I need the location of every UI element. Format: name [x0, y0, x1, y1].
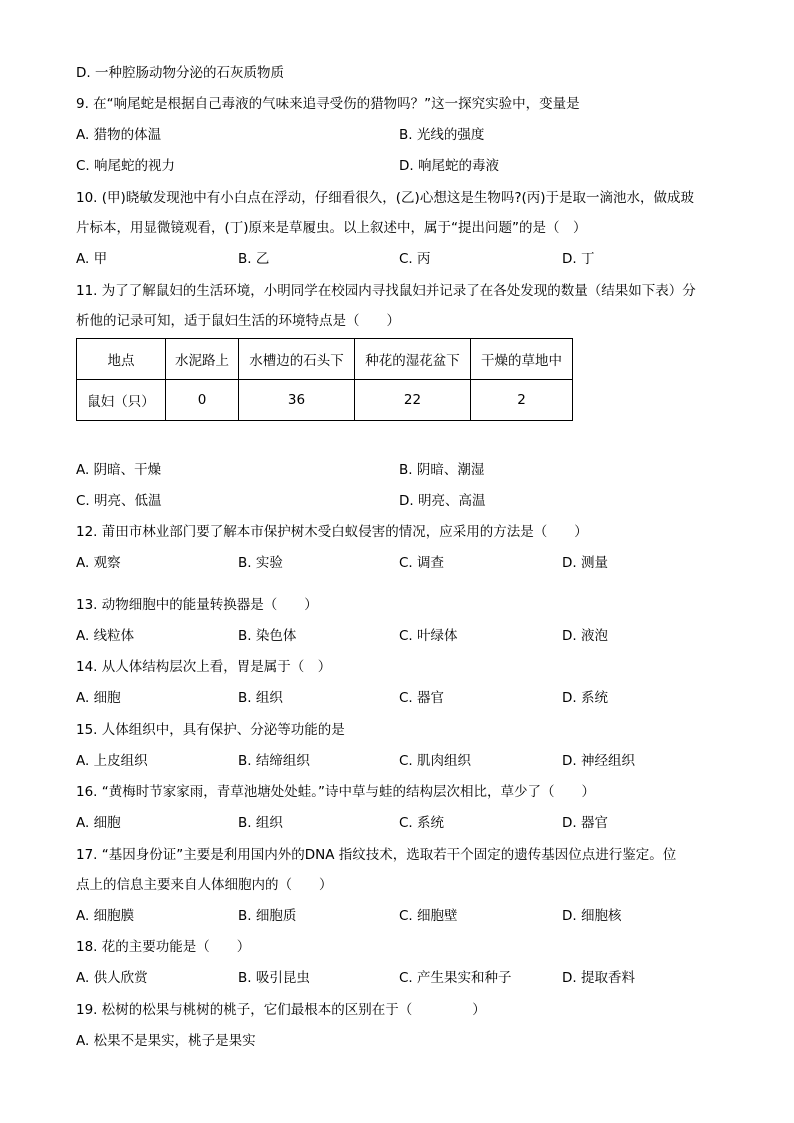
woodlouse-table [76, 338, 573, 421]
table-cell: 2 [471, 380, 573, 421]
table-header-cell: 种花的湿花盆下 [355, 339, 471, 380]
question-19 [76, 1001, 486, 1019]
q13-option-b: B. 染色体 [238, 628, 297, 644]
q17-option-b: B. 细胞质 [238, 908, 297, 924]
q12-option-b: B. 实验 [238, 555, 283, 571]
question-17-line2: 点上的信息主要来自人体细胞内的（ ） [76, 877, 333, 893]
q15-option-c: C. 肌肉组织 [399, 753, 472, 769]
q18-option-b: B. 吸引昆虫 [238, 970, 310, 986]
q14-option-b: B. 组织 [238, 690, 283, 706]
question-18: 18. 花的主要功能是（ ） [76, 939, 251, 955]
question-10-line2: 片标本，用显微镜观看，(丁)原来是草履虫。以上叙述中，属于“提出问题”的是（ ） [76, 220, 587, 236]
q16-option-c: C. 系统 [399, 815, 445, 831]
table-header-row [77, 339, 573, 380]
q18-option-d: D. 提取香料 [562, 970, 635, 986]
q13-option-d: D. 液泡 [562, 628, 608, 644]
q14-option-d: D. 系统 [562, 690, 608, 706]
table-row [77, 380, 573, 421]
q18-option-a: A. 供人欣赏 [76, 970, 148, 986]
question-10-line1: 10. (甲)晓敏发现池中有小白点在浮动，仔细看很久，(乙)心想这是生物吗?(丙)于是取一滴池水，做成玻 [76, 190, 695, 206]
q13-option-a: A. 线粒体 [76, 628, 135, 644]
question-9: 9. 在“响尾蛇是根据自己毒液的气味来追寻受伤的猎物吗？”这一探究实验中，变量是 [76, 96, 580, 112]
q12-option-a: A. 观察 [76, 555, 121, 571]
q10-option-c: C. 丙 [399, 251, 431, 267]
q11-option-a: A. 阴暗、干燥 [76, 462, 162, 478]
q14-option-a: A. 细胞 [76, 690, 121, 706]
q12-option-c: C. 调查 [399, 555, 445, 571]
question-16: 16. “黄梅时节家家雨，青草池塘处处蛙。”诗中草与蛙的结构层次相比，草少了（ ） [76, 784, 595, 800]
question-15: 15. 人体组织中，具有保护、分泌等功能的是 [76, 722, 345, 738]
table-cell: 鼠妇（只） [77, 380, 166, 421]
q11-option-b: B. 阴暗、潮湿 [399, 462, 485, 478]
question-12: 12. 莆田市林业部门要了解本市保护树木受白蚁侵害的情况，应采用的方法是（ ） [76, 524, 588, 540]
q10-option-d: D. 丁 [562, 251, 595, 267]
table-cell: 0 [166, 380, 239, 421]
q17-option-d: D. 细胞核 [562, 908, 622, 924]
q17-option-a: A. 细胞膜 [76, 908, 135, 924]
question-17-line1: 17. “基因身份证”主要是利用国内外的DNA 指纹技术，选取若干个固定的遗传基因位点进行鉴定。位 [76, 847, 677, 863]
table-header-cell: 干燥的草地中 [471, 339, 573, 380]
question-14: 14. 从人体结构层次上看，胃是属于（ ） [76, 659, 332, 675]
q13-option-c: C. 叶绿体 [399, 628, 458, 644]
q9-option-b: B. 光线的强度 [399, 127, 485, 143]
q11-option-c: C. 明亮、低温 [76, 493, 162, 509]
question-11-line2: 析他的记录可知，适于鼠妇生活的环境特点是（ ） [76, 313, 400, 329]
q12-option-d: D. 测量 [562, 555, 608, 571]
q9-option-c: C. 响尾蛇的视力 [76, 158, 176, 174]
question-13: 13. 动物细胞中的能量转换器是（ ） [76, 597, 318, 613]
question-19-close: ） [472, 1002, 486, 1018]
question-11-line1: 11. 为了了解鼠妇的生活环境，小明同学在校园内寻找鼠妇并记录了在各处发现的数量（结果如下表）分 [76, 283, 696, 299]
table-header-cell: 地点 [77, 339, 166, 380]
q11-option-d: D. 明亮、高温 [399, 493, 486, 509]
table-header-cell: 水泥路上 [166, 339, 239, 380]
q14-option-c: C. 器官 [399, 690, 445, 706]
q19-option-a: A. 松果不是果实，桃子是果实 [76, 1033, 256, 1049]
q16-option-a: A. 细胞 [76, 815, 121, 831]
q17-option-c: C. 细胞壁 [399, 908, 458, 924]
q9-option-a: A. 猎物的体温 [76, 127, 162, 143]
q16-option-b: B. 组织 [238, 815, 283, 831]
table-cell: 36 [239, 380, 355, 421]
q10-option-b: B. 乙 [238, 251, 270, 267]
q15-option-a: A. 上皮组织 [76, 753, 148, 769]
q10-option-a: A. 甲 [76, 251, 108, 267]
table-header-cell: 水槽边的石头下 [239, 339, 355, 380]
question-19-text: 19. 松树的松果与桃树的桃子，它们最根本的区别在于（ [76, 1002, 413, 1018]
q18-option-c: C. 产生果实和种子 [399, 970, 512, 986]
q9-option-d: D. 响尾蛇的毒液 [399, 158, 499, 174]
q15-option-b: B. 结缔组织 [238, 753, 310, 769]
q15-option-d: D. 神经组织 [562, 753, 635, 769]
q8-option-d: D. 一种腔肠动物分泌的石灰质物质 [76, 65, 284, 81]
table-cell: 22 [355, 380, 471, 421]
q16-option-d: D. 器官 [562, 815, 608, 831]
